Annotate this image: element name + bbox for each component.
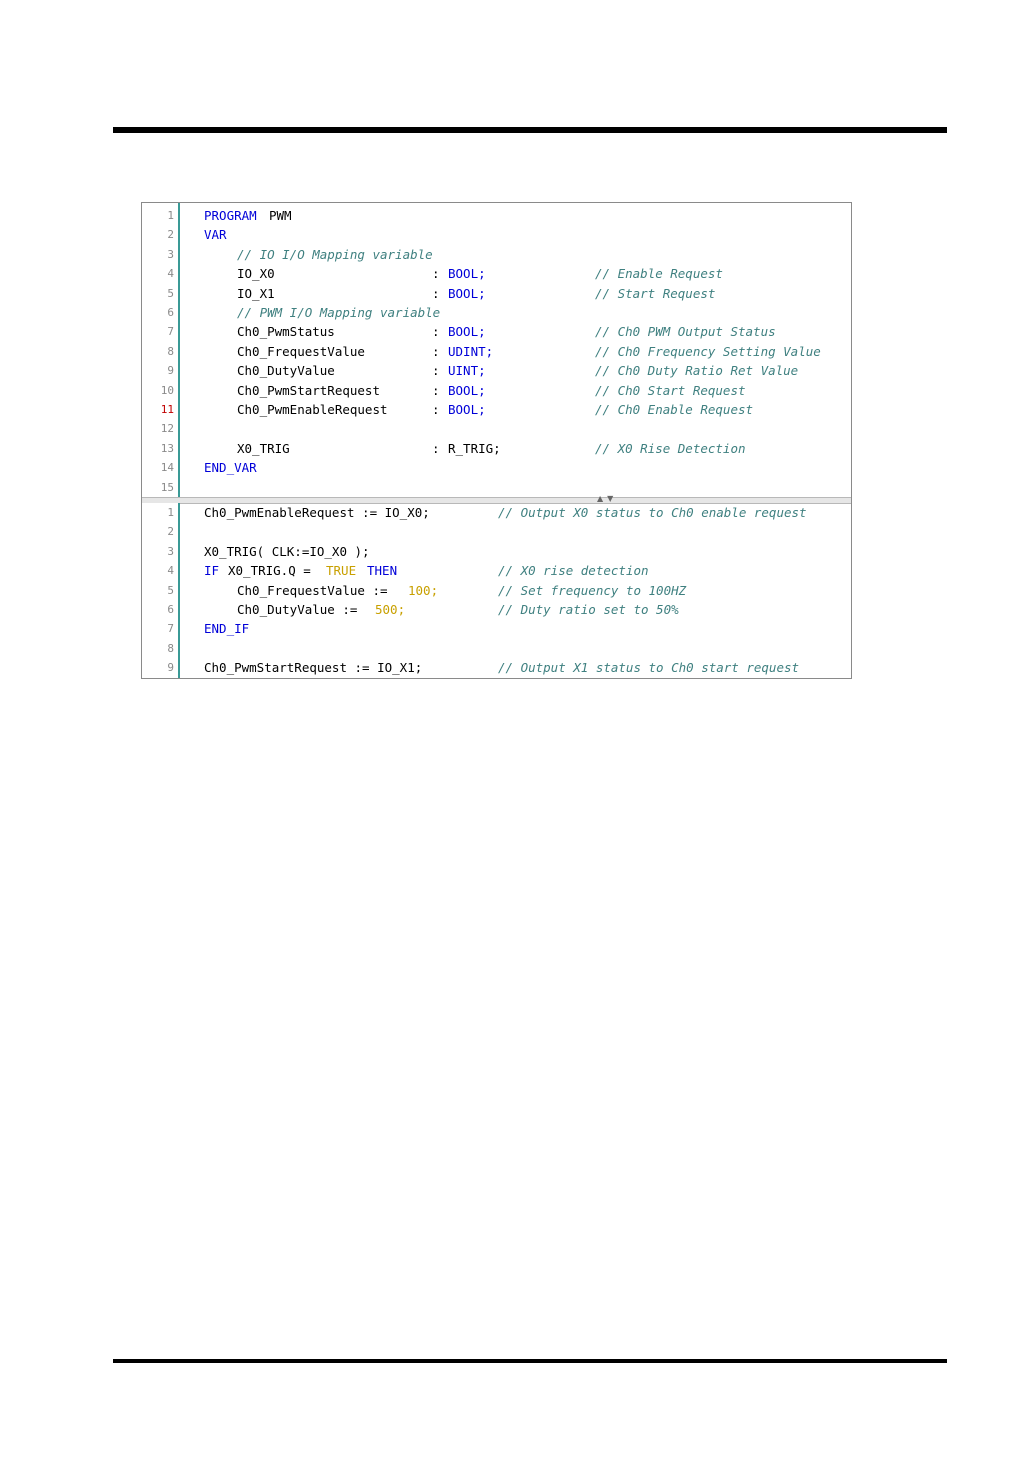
code-text: Ch0_PwmStartRequest := IO_X1; <box>204 660 423 676</box>
code-text: Ch0_PwmEnableRequest <box>237 402 388 417</box>
header-rule <box>113 127 947 133</box>
code-text: Ch0_FrequestValue <box>237 343 365 359</box>
code-text: : <box>432 324 440 340</box>
line-number: 13 <box>160 441 174 455</box>
code-line[interactable] <box>142 439 851 458</box>
line-number: 4 <box>167 267 174 281</box>
code-line[interactable] <box>142 542 851 561</box>
code-comment: // Ch0 Frequency Setting Value <box>595 343 821 359</box>
line-number: 9 <box>167 661 174 675</box>
code-keyword: END_VAR <box>204 460 257 476</box>
code-line[interactable] <box>142 206 851 225</box>
footer-rule <box>113 1359 947 1363</box>
code-text: IO_X1 <box>237 285 275 301</box>
up-down-arrows-icon[interactable]: ▲▼ <box>597 494 618 503</box>
code-literal: TRUE <box>326 563 357 579</box>
line-number: 15 <box>160 480 174 494</box>
code-line[interactable] <box>142 522 851 541</box>
code-keyword: END_IF <box>204 621 250 637</box>
code-line[interactable] <box>142 284 851 303</box>
line-number: 12 <box>160 422 174 436</box>
code-line[interactable] <box>142 658 851 677</box>
code-text: Ch0_PwmStartRequest <box>237 382 380 398</box>
declaration-pane[interactable] <box>142 203 851 497</box>
line-number: 3 <box>167 247 174 261</box>
implementation-pane[interactable] <box>142 503 851 678</box>
code-keyword: UDINT; <box>448 343 494 359</box>
code-line[interactable] <box>142 361 851 380</box>
code-keyword: THEN <box>367 563 398 579</box>
code-keyword: BOOL; <box>448 382 486 398</box>
code-text: Ch0_DutyValue <box>237 363 335 379</box>
line-number: 9 <box>167 364 174 378</box>
line-number: 5 <box>167 583 174 597</box>
code-keyword: VAR <box>204 227 227 243</box>
line-number: 5 <box>167 286 174 300</box>
code-comment: // Ch0 Duty Ratio Ret Value <box>595 363 799 379</box>
line-number: 7 <box>167 622 174 636</box>
line-number: 3 <box>167 544 174 558</box>
code-line[interactable] <box>142 400 851 419</box>
code-comment: // PWM I/O Mapping variable <box>237 305 441 320</box>
code-text: : <box>432 440 440 456</box>
code-literal: 100; <box>408 582 439 598</box>
code-comment: // Ch0 Start Request <box>595 382 746 398</box>
code-line[interactable] <box>142 342 851 361</box>
code-text: : <box>432 402 440 417</box>
code-comment: // X0 rise detection <box>498 563 649 579</box>
code-line[interactable] <box>142 381 851 400</box>
code-comment: // Enable Request <box>595 266 723 282</box>
code-line[interactable] <box>142 458 851 477</box>
code-literal: 500; <box>375 602 406 617</box>
line-number: 10 <box>160 383 174 397</box>
code-line[interactable] <box>142 225 851 244</box>
code-line[interactable] <box>142 619 851 638</box>
code-text: Ch0_PwmStatus <box>237 324 335 340</box>
line-number: 4 <box>167 564 174 578</box>
code-comment: // IO I/O Mapping variable <box>237 246 433 262</box>
line-number: 1 <box>167 506 174 519</box>
code-line[interactable] <box>142 322 851 341</box>
code-line[interactable] <box>142 503 851 522</box>
code-keyword: IF <box>204 563 220 579</box>
code-line[interactable] <box>142 639 851 658</box>
code-comment: // Ch0 Enable Request <box>595 402 754 417</box>
code-comment: // Duty ratio set to 50% <box>498 602 679 617</box>
code-text: : <box>432 382 440 398</box>
code-line[interactable] <box>142 264 851 283</box>
code-keyword: BOOL; <box>448 402 486 417</box>
line-number: 7 <box>167 325 174 339</box>
code-text: PWM <box>269 208 292 223</box>
code-line[interactable] <box>142 303 851 322</box>
line-number: 6 <box>167 603 174 616</box>
line-number: 1 <box>167 209 174 222</box>
code-keyword: BOOL; <box>448 266 486 282</box>
code-text: IO_X0 <box>237 266 275 282</box>
line-number: 8 <box>167 641 174 655</box>
code-text: : <box>432 285 440 301</box>
code-line[interactable] <box>142 419 851 438</box>
code-line[interactable] <box>142 600 851 619</box>
code-comment: // Ch0 PWM Output Status <box>595 324 776 340</box>
code-comment: // Output X1 status to Ch0 start request <box>498 660 800 676</box>
code-keyword: BOOL; <box>448 324 486 340</box>
line-number: 14 <box>160 461 174 475</box>
line-number: 2 <box>167 228 174 242</box>
code-comment: // Start Request <box>595 285 716 301</box>
code-text: Ch0_DutyValue := <box>237 602 358 617</box>
code-text: Ch0_FrequestValue := <box>237 582 388 598</box>
code-line[interactable] <box>142 561 851 580</box>
code-text: Ch0_PwmEnableRequest := IO_X0; <box>204 505 430 520</box>
code-text: : <box>432 343 440 359</box>
code-line[interactable] <box>142 581 851 600</box>
code-line[interactable] <box>142 478 851 497</box>
line-number: 8 <box>167 344 174 358</box>
code-text: X0_TRIG( CLK:=IO_X0 ); <box>204 543 370 559</box>
code-text: X0_TRIG.Q = <box>228 563 311 579</box>
code-keyword: BOOL; <box>448 285 486 301</box>
code-text: : <box>432 363 440 379</box>
code-comment: // X0 Rise Detection <box>595 440 746 456</box>
code-comment: // Set frequency to 100HZ <box>498 582 687 598</box>
code-text: X0_TRIG <box>237 440 290 456</box>
line-number: 2 <box>167 525 174 539</box>
code-keyword: PROGRAM <box>204 208 257 223</box>
code-comment: // Output X0 status to Ch0 enable request <box>498 505 807 520</box>
line-number: 6 <box>167 306 174 319</box>
code-text: : <box>432 266 440 282</box>
code-keyword: UINT; <box>448 363 486 379</box>
code-text: R_TRIG; <box>448 440 501 456</box>
line-number: 11 <box>160 403 174 416</box>
code-editor <box>141 202 852 679</box>
code-line[interactable] <box>142 245 851 264</box>
